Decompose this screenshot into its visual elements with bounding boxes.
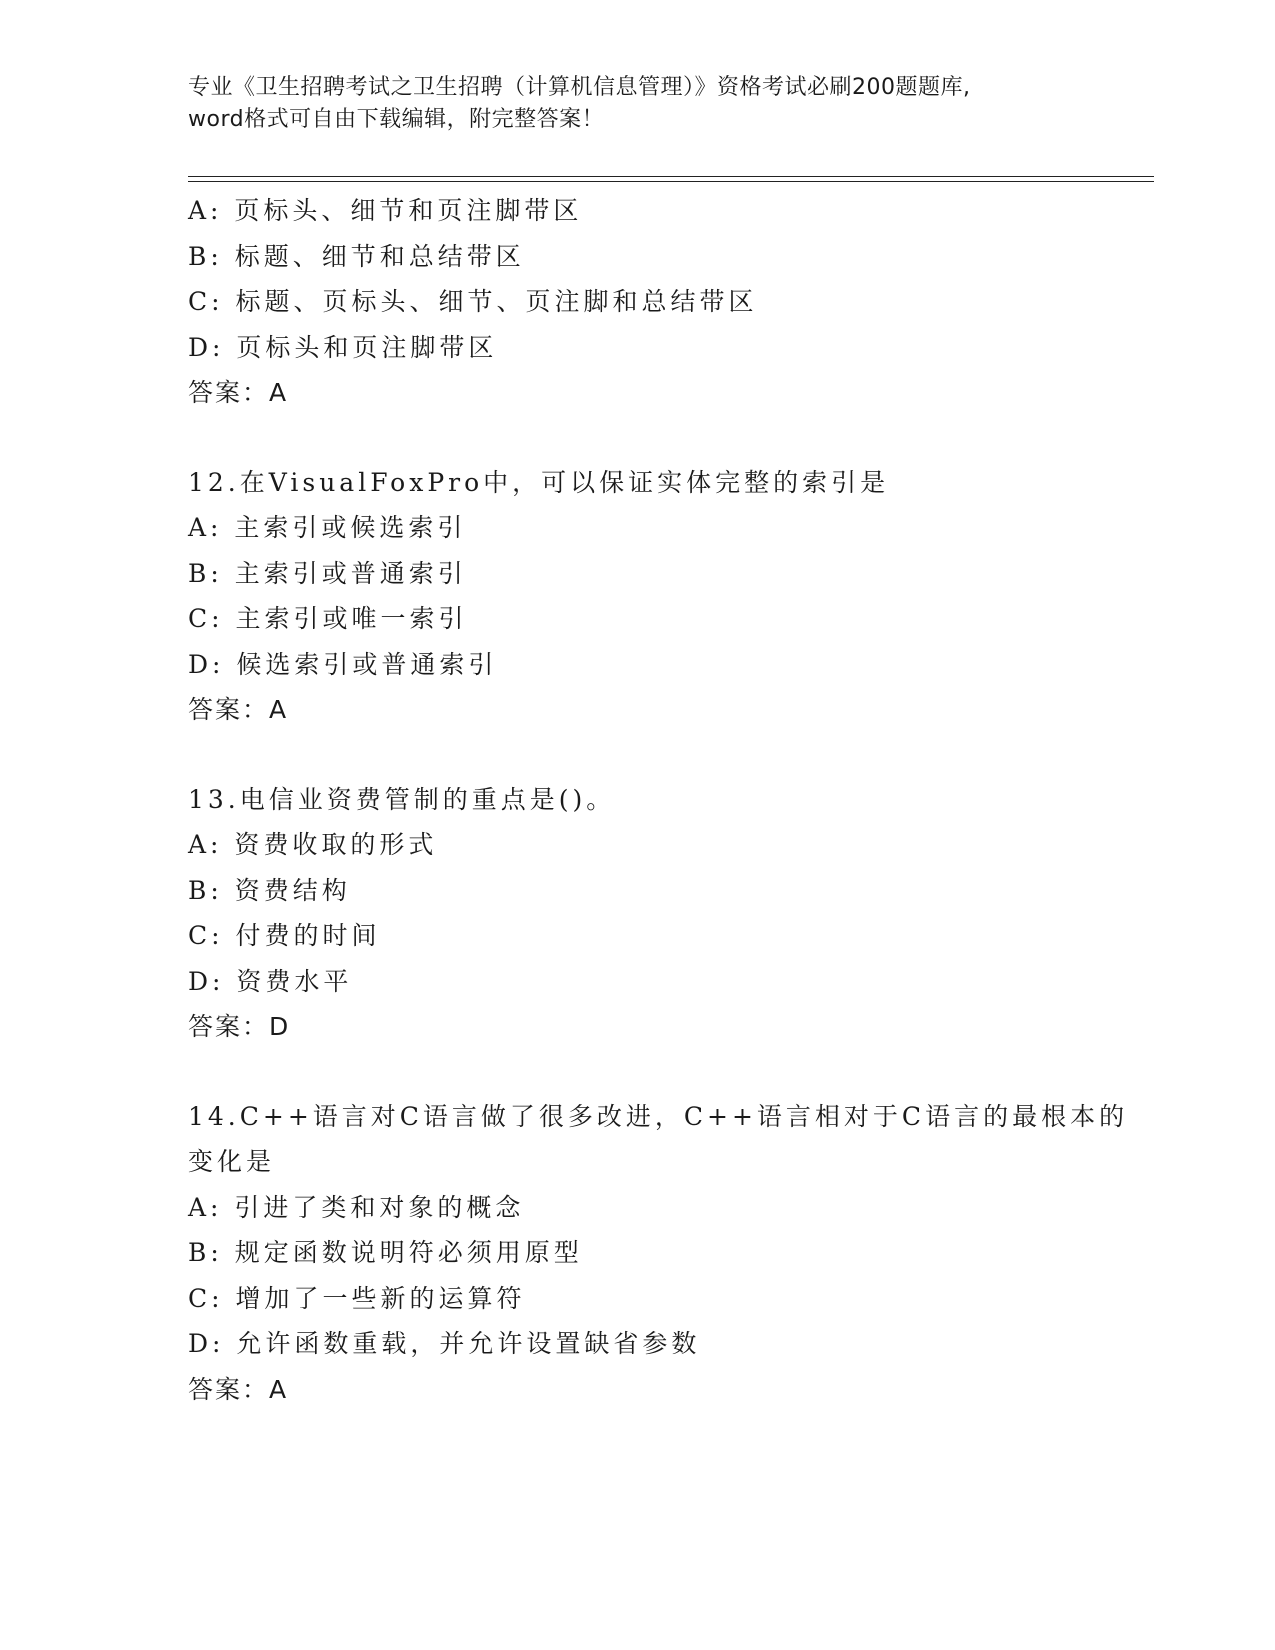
question-14-option-c: C: 增加了一些新的运算符 <box>188 1283 526 1313</box>
header-divider-bottom <box>188 181 1154 182</box>
question-13-option-b: B: 资费结构 <box>188 875 351 905</box>
question-spacer <box>188 416 1088 460</box>
question-13-option-d: D: 资费水平 <box>188 966 353 996</box>
question-12 <box>188 460 1088 733</box>
question-12-option-c: C: 主索引或唯一索引 <box>188 604 468 633</box>
question-14-title-line-2: 变化是 <box>188 1147 276 1176</box>
question-12-option-b: B: 主索引或普通索引 <box>188 558 467 588</box>
question-11 <box>188 188 1088 416</box>
header-line-1: 专业《卫生招聘考试之卫生招聘（计算机信息管理）》资格考试必刷200题题库, <box>188 75 971 100</box>
question-14-option-d: D: 允许函数重载，并允许设置缺省参数 <box>188 1329 701 1358</box>
question-11-option-a: A: 页标头、细节和页注脚带区 <box>188 196 583 225</box>
question-14 <box>188 1094 1129 1413</box>
question-14-title-line-1: 14.C++语言对C语言做了很多改进，C++语言相对于C语言的最根本的 <box>188 1101 1129 1131</box>
question-11-answer: 答案：A <box>188 378 289 407</box>
question-13 <box>188 777 1088 1050</box>
question-12-title: 12.在VisualFoxPro中，可以保证实体完整的索引是 <box>188 467 890 497</box>
document-header <box>188 72 1088 136</box>
question-14-option-b: B: 规定函数说明符必须用原型 <box>188 1238 583 1267</box>
question-13-title: 13.电信业资费管制的重点是()。 <box>188 784 616 814</box>
question-12-option-a: A: 主索引或候选索引 <box>188 513 467 542</box>
question-spacer <box>188 1050 1088 1094</box>
question-13-answer: 答案：D <box>188 1012 291 1041</box>
header-line-2: word格式可自由下载编辑，附完整答案！ <box>188 107 605 132</box>
question-11-option-d: D: 页标头和页注脚带区 <box>188 332 498 362</box>
question-12-option-d: D: 候选索引或普通索引 <box>188 649 498 679</box>
question-13-option-a: A: 资费收取的形式 <box>188 830 438 859</box>
question-11-option-c: C: 标题、页标头、细节、页注脚和总结带区 <box>188 287 758 316</box>
question-14-option-a: A: 引进了类和对象的概念 <box>188 1192 525 1222</box>
question-11-option-b: B: 标题、细节和总结带区 <box>188 241 525 271</box>
question-list <box>188 188 1129 1412</box>
question-13-option-c: C: 付费的时间 <box>188 921 381 950</box>
header-divider-top <box>188 176 1154 177</box>
question-14-answer: 答案：A <box>188 1374 289 1404</box>
question-spacer <box>188 733 1088 777</box>
question-12-answer: 答案：A <box>188 695 289 724</box>
